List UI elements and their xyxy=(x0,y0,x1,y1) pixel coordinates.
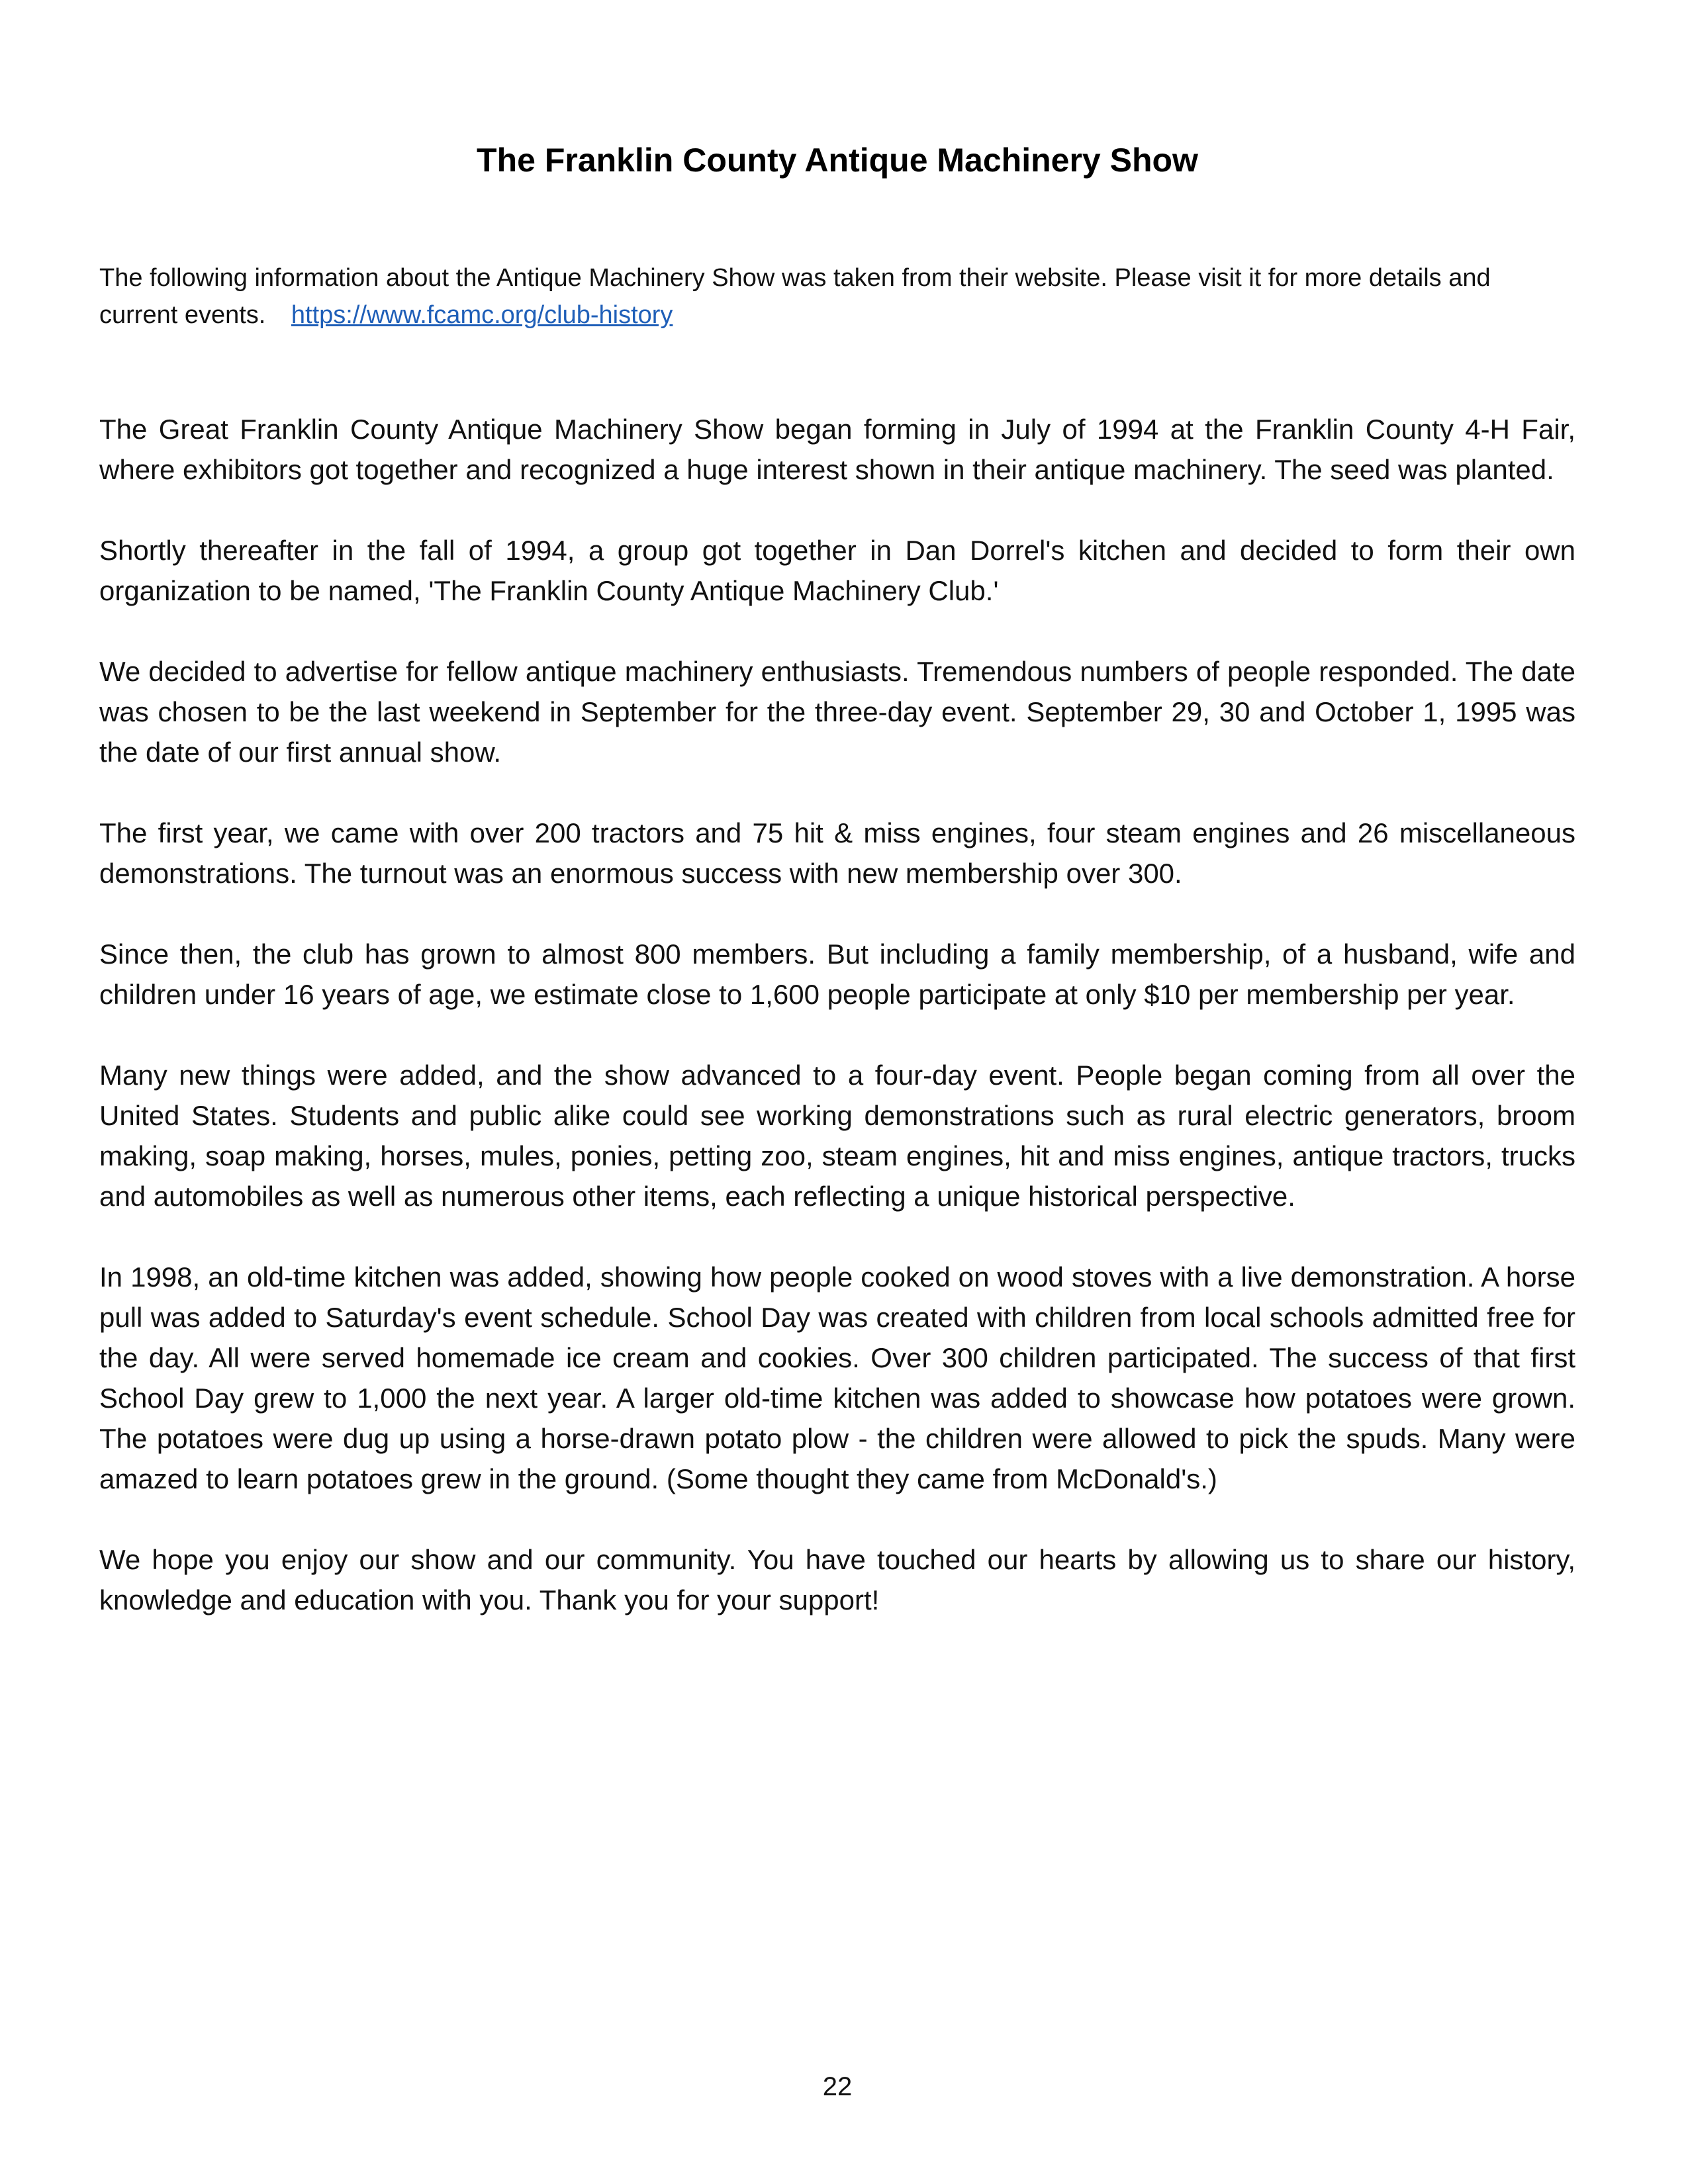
paragraph-origins: The Great Franklin County Antique Machinery Show began forming in July of 1994 at the Franklin County 4-H Fair, where exhibitors got together and recognized a huge interest shown in their antique machinery. The seed was planted. xyxy=(99,414,1575,485)
paragraph-club-formed: Shortly thereafter in the fall of 1994, a group got together in Dan Dorrel's kitchen and decided to form their own organization to be named, 'The Franklin County Antique Machinery Club.' xyxy=(99,535,1575,606)
paragraph-school-day: In 1998, an old-time kitchen was added, showing how people cooked on wood stoves with a live demonstration. A horse pull was added to Saturday's event schedule. School Day was created with children from local schools admitted free for the day. All were served homemade ice cream and cookies. Over 300 children participated. The success of that first School Day grew to 1,000 the next year. A larger old-time kitchen was added to showcase how potatoes were grown. The potatoes were dug up using a horse-drawn potato plow - the children were allowed to pick the spuds. Many were amazed to learn potatoes grew in the ground. (Some thought they came from McDonald's.) xyxy=(99,1261,1575,1494)
paragraph-closing: We hope you enjoy our show and our community. You have touched our hearts by allowing us to share our history, knowledge and education with you. Thank you for your support! xyxy=(99,1544,1575,1615)
paragraph-four-day-event: Many new things were added, and the show advanced to a four-day event. People began coming from all over the United States. Students and public alike could see working demonstrations such as rural electric generators, broom making, soap making, horses, mules, ponies, petting zoo, steam engines, hit and miss engines, antique tractors, trucks and automobiles as well as numerous other items, each reflecting a unique historical perspective. xyxy=(99,1060,1575,1212)
article-body xyxy=(99,409,1575,1661)
page-number: 22 xyxy=(822,2072,853,2101)
intro-note xyxy=(99,259,1575,334)
club-history-link[interactable]: https://www.fcamc.org/club-history xyxy=(291,301,673,329)
intro-text: The following information about the Antique Machinery Show was taken from their website. Please visit it for more details and current events. xyxy=(99,264,1491,329)
document-page xyxy=(99,0,1575,2184)
page-title: The Franklin County Antique Machinery Show xyxy=(477,142,1198,179)
paragraph-first-year: The first year, we came with over 200 tractors and 75 hit & miss engines, four steam engines and 26 miscellaneous demonstrations. The turnout was an enormous success with new membership over 300. xyxy=(99,817,1575,889)
paragraph-first-show: We decided to advertise for fellow antique machinery enthusiasts. Tremendous numbers of people responded. The date was chosen to be the last weekend in September for the three-day event. September 29, 30 and October 1, 1995 was the date of our first annual show. xyxy=(99,656,1575,768)
paragraph-membership: Since then, the club has grown to almost 800 members. But including a family membership, of a husband, wife and children under 16 years of age, we estimate close to 1,600 people participate at only $10 per membership per year. xyxy=(99,938,1575,1010)
